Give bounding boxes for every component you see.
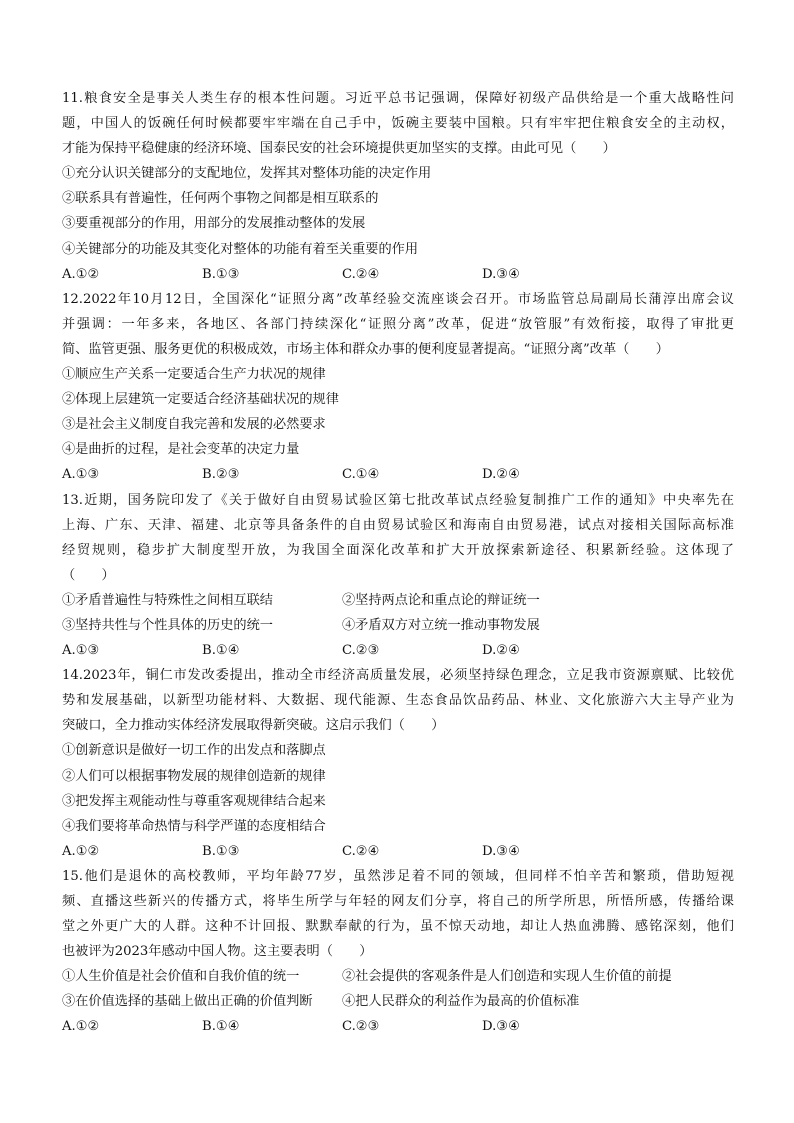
statement-row xyxy=(62,964,734,989)
choice-c[interactable]: C.②③ xyxy=(342,643,380,659)
choice-b[interactable]: B.①④ xyxy=(202,1019,240,1035)
question-14 xyxy=(62,663,734,864)
question-stem-line: 13.近期，国务院印发了《关于做好自由贸易试验区第七批改革试点经验复制推广工作的通知》中央率先在 xyxy=(62,492,734,508)
choice-d[interactable]: D.③④ xyxy=(482,1019,520,1035)
statement-3: ③坚持共性与个性具体的历史的统一 xyxy=(62,617,273,633)
question-12 xyxy=(62,287,734,488)
choice-a[interactable]: A.①② xyxy=(62,843,100,859)
question-11 xyxy=(62,86,734,287)
statement-2: ②坚持两点论和重点论的辩证统一 xyxy=(342,592,540,608)
statement-3: ③把发挥主观能动性与尊重客观规律结合起来 xyxy=(62,793,326,809)
question-stem-line: 题，中国人的饭碗任何时候都要牢牢端在自己手中，饭碗主要装中国粮。只有牢牢把住粮食安全的主动权， xyxy=(62,116,734,132)
question-stem-line: 11.粮食安全是事关人类生存的根本性问题。习近平总书记强调，保障好初级产品供给是一个重大战略性问 xyxy=(62,91,734,106)
statement-4: ④我们要将革命热情与科学严谨的态度相结合 xyxy=(62,818,326,834)
answer-choices xyxy=(62,1014,734,1039)
statement-2: ②人们可以根据事物发展的规律创造新的规律 xyxy=(62,768,326,784)
choice-c[interactable]: C.②④ xyxy=(342,843,380,859)
choice-b[interactable]: B.①③ xyxy=(202,266,240,282)
question-stem-line: 12.2022年10月12日，全国深化“证照分离”改革经验交流座谈会召开。市场监管总局副局长蒲淳出席会议 xyxy=(62,291,734,307)
choice-c[interactable]: C.②③ xyxy=(342,1019,380,1035)
statement-4: ④矛盾双方对立统一推动事物发展 xyxy=(342,617,540,633)
statement-4: ④把人民群众的利益作为最高的价值标准 xyxy=(342,994,580,1010)
statement-row xyxy=(62,989,734,1014)
choice-a[interactable]: A.①② xyxy=(62,266,100,282)
choice-b[interactable]: B.①③ xyxy=(202,843,240,859)
statement-1: ①人生价值是社会价值和自我价值的统一 xyxy=(62,969,300,985)
statement-3: ③在价值选择的基础上做出正确的价值判断 xyxy=(62,994,313,1010)
question-stem-line: 才能为保持平稳健康的经济环境、国泰民安的社会环境提供更加坚实的支撑。由此可见（ ） xyxy=(62,141,616,157)
question-stem-line: 也被评为2023年感动中国人物。这主要表明（ ） xyxy=(62,944,373,960)
statement-3: ③是社会主义制度自我完善和发展的必然要求 xyxy=(62,417,326,433)
question-15 xyxy=(62,864,734,1040)
question-stem-line: 上海、广东、天津、福建、北京等具备条件的自由贸易试验区和海南自由贸易港，试点对接相关国际高标准 xyxy=(62,517,734,533)
statement-4: ④是曲折的过程，是社会变革的决定力量 xyxy=(62,442,300,458)
choice-a[interactable]: A.①③ xyxy=(62,467,100,483)
choice-d[interactable]: D.③④ xyxy=(482,266,520,282)
question-stem-line: 并强调：一年多来，各地区、各部门持续深化“证照分离”改革，促进“放管服”有效衔接，取得了审批更 xyxy=(62,316,734,332)
question-stem-line: 15.他们是退休的高校教师，平均年龄77岁，虽然涉足着不同的领域，但同样不怕辛苦和繁琐，借助短视 xyxy=(62,868,734,884)
question-stem-line: 14.2023年，铜仁市发改委提出，推动全市经济高质量发展，必须坚持绿色理念，立足我市资源禀赋、比较优 xyxy=(62,668,734,684)
choice-a[interactable]: A.①② xyxy=(62,1019,100,1035)
answer-choices xyxy=(62,262,734,287)
choice-d[interactable]: D.③④ xyxy=(482,843,520,859)
statement-1: ①矛盾普遍性与特殊性之间相互联结 xyxy=(62,592,273,608)
statement-4: ④关键部分的功能及其变化对整体的功能有着至关重要的作用 xyxy=(62,241,419,257)
statement-3: ③要重视部分的作用，用部分的发展推动整体的发展 xyxy=(62,216,366,232)
statement-2: ②联系具有普遍性，任何两个事物之间都是相互联系的 xyxy=(62,191,379,207)
choice-a[interactable]: A.①③ xyxy=(62,643,100,659)
question-stem-line: （ ） xyxy=(62,567,115,583)
question-stem-line: 堂之外更广大的人群。这种不计回报、默默奉献的行为，虽不惊天动地，却让人热血沸腾、感铭深刻，他们 xyxy=(62,919,734,935)
question-stem-line: 势和发展基础，以新型功能材料、大数据、现代能源、生态食品饮品药品、林业、文化旅游六大主导产业为 xyxy=(62,693,734,709)
choice-d[interactable]: D.②④ xyxy=(482,643,520,659)
statement-1: ①充分认识关键部分的支配地位，发挥其对整体功能的决定作用 xyxy=(62,166,432,182)
question-stem-line: 频、直播这些新兴的传播方式，将毕生所学与年轻的网友们分享，将自己的所学所思，所悟所感，传播给课 xyxy=(62,894,734,909)
choice-d[interactable]: D.②④ xyxy=(482,467,520,483)
question-13 xyxy=(62,488,734,664)
statement-1: ①顺应生产关系一定要适合生产力状况的规律 xyxy=(62,367,326,383)
choice-c[interactable]: C.①④ xyxy=(342,467,380,483)
statement-1: ①创新意识是做好一切工作的出发点和落脚点 xyxy=(62,743,326,759)
question-stem-line: 经贸规则，稳步扩大制度型开放，为我国全面深化改革和扩大开放探索新途径、积累新经验。这体现了 xyxy=(62,542,734,558)
choice-c[interactable]: C.②④ xyxy=(342,266,380,282)
choice-b[interactable]: B.①④ xyxy=(202,643,240,659)
statement-row xyxy=(62,613,734,638)
question-stem-line: 简、监管更强、服务更优的积极成效，市场主体和群众办事的便利度显著提高。“证照分离”改革（ ） xyxy=(62,341,669,357)
choice-b[interactable]: B.②③ xyxy=(202,467,240,483)
answer-choices xyxy=(62,839,734,864)
statement-2: ②社会提供的客观条件是人们创造和实现人生价值的前提 xyxy=(342,969,672,985)
statement-row xyxy=(62,588,734,613)
statement-2: ②体现上层建筑一定要适合经济基础状况的规律 xyxy=(62,392,339,408)
answer-choices xyxy=(62,638,734,663)
question-stem-line: 突破口，全力推动实体经济发展取得新突破。这启示我们（ ） xyxy=(62,718,445,734)
answer-choices xyxy=(62,462,734,487)
exam-page xyxy=(62,86,734,1040)
